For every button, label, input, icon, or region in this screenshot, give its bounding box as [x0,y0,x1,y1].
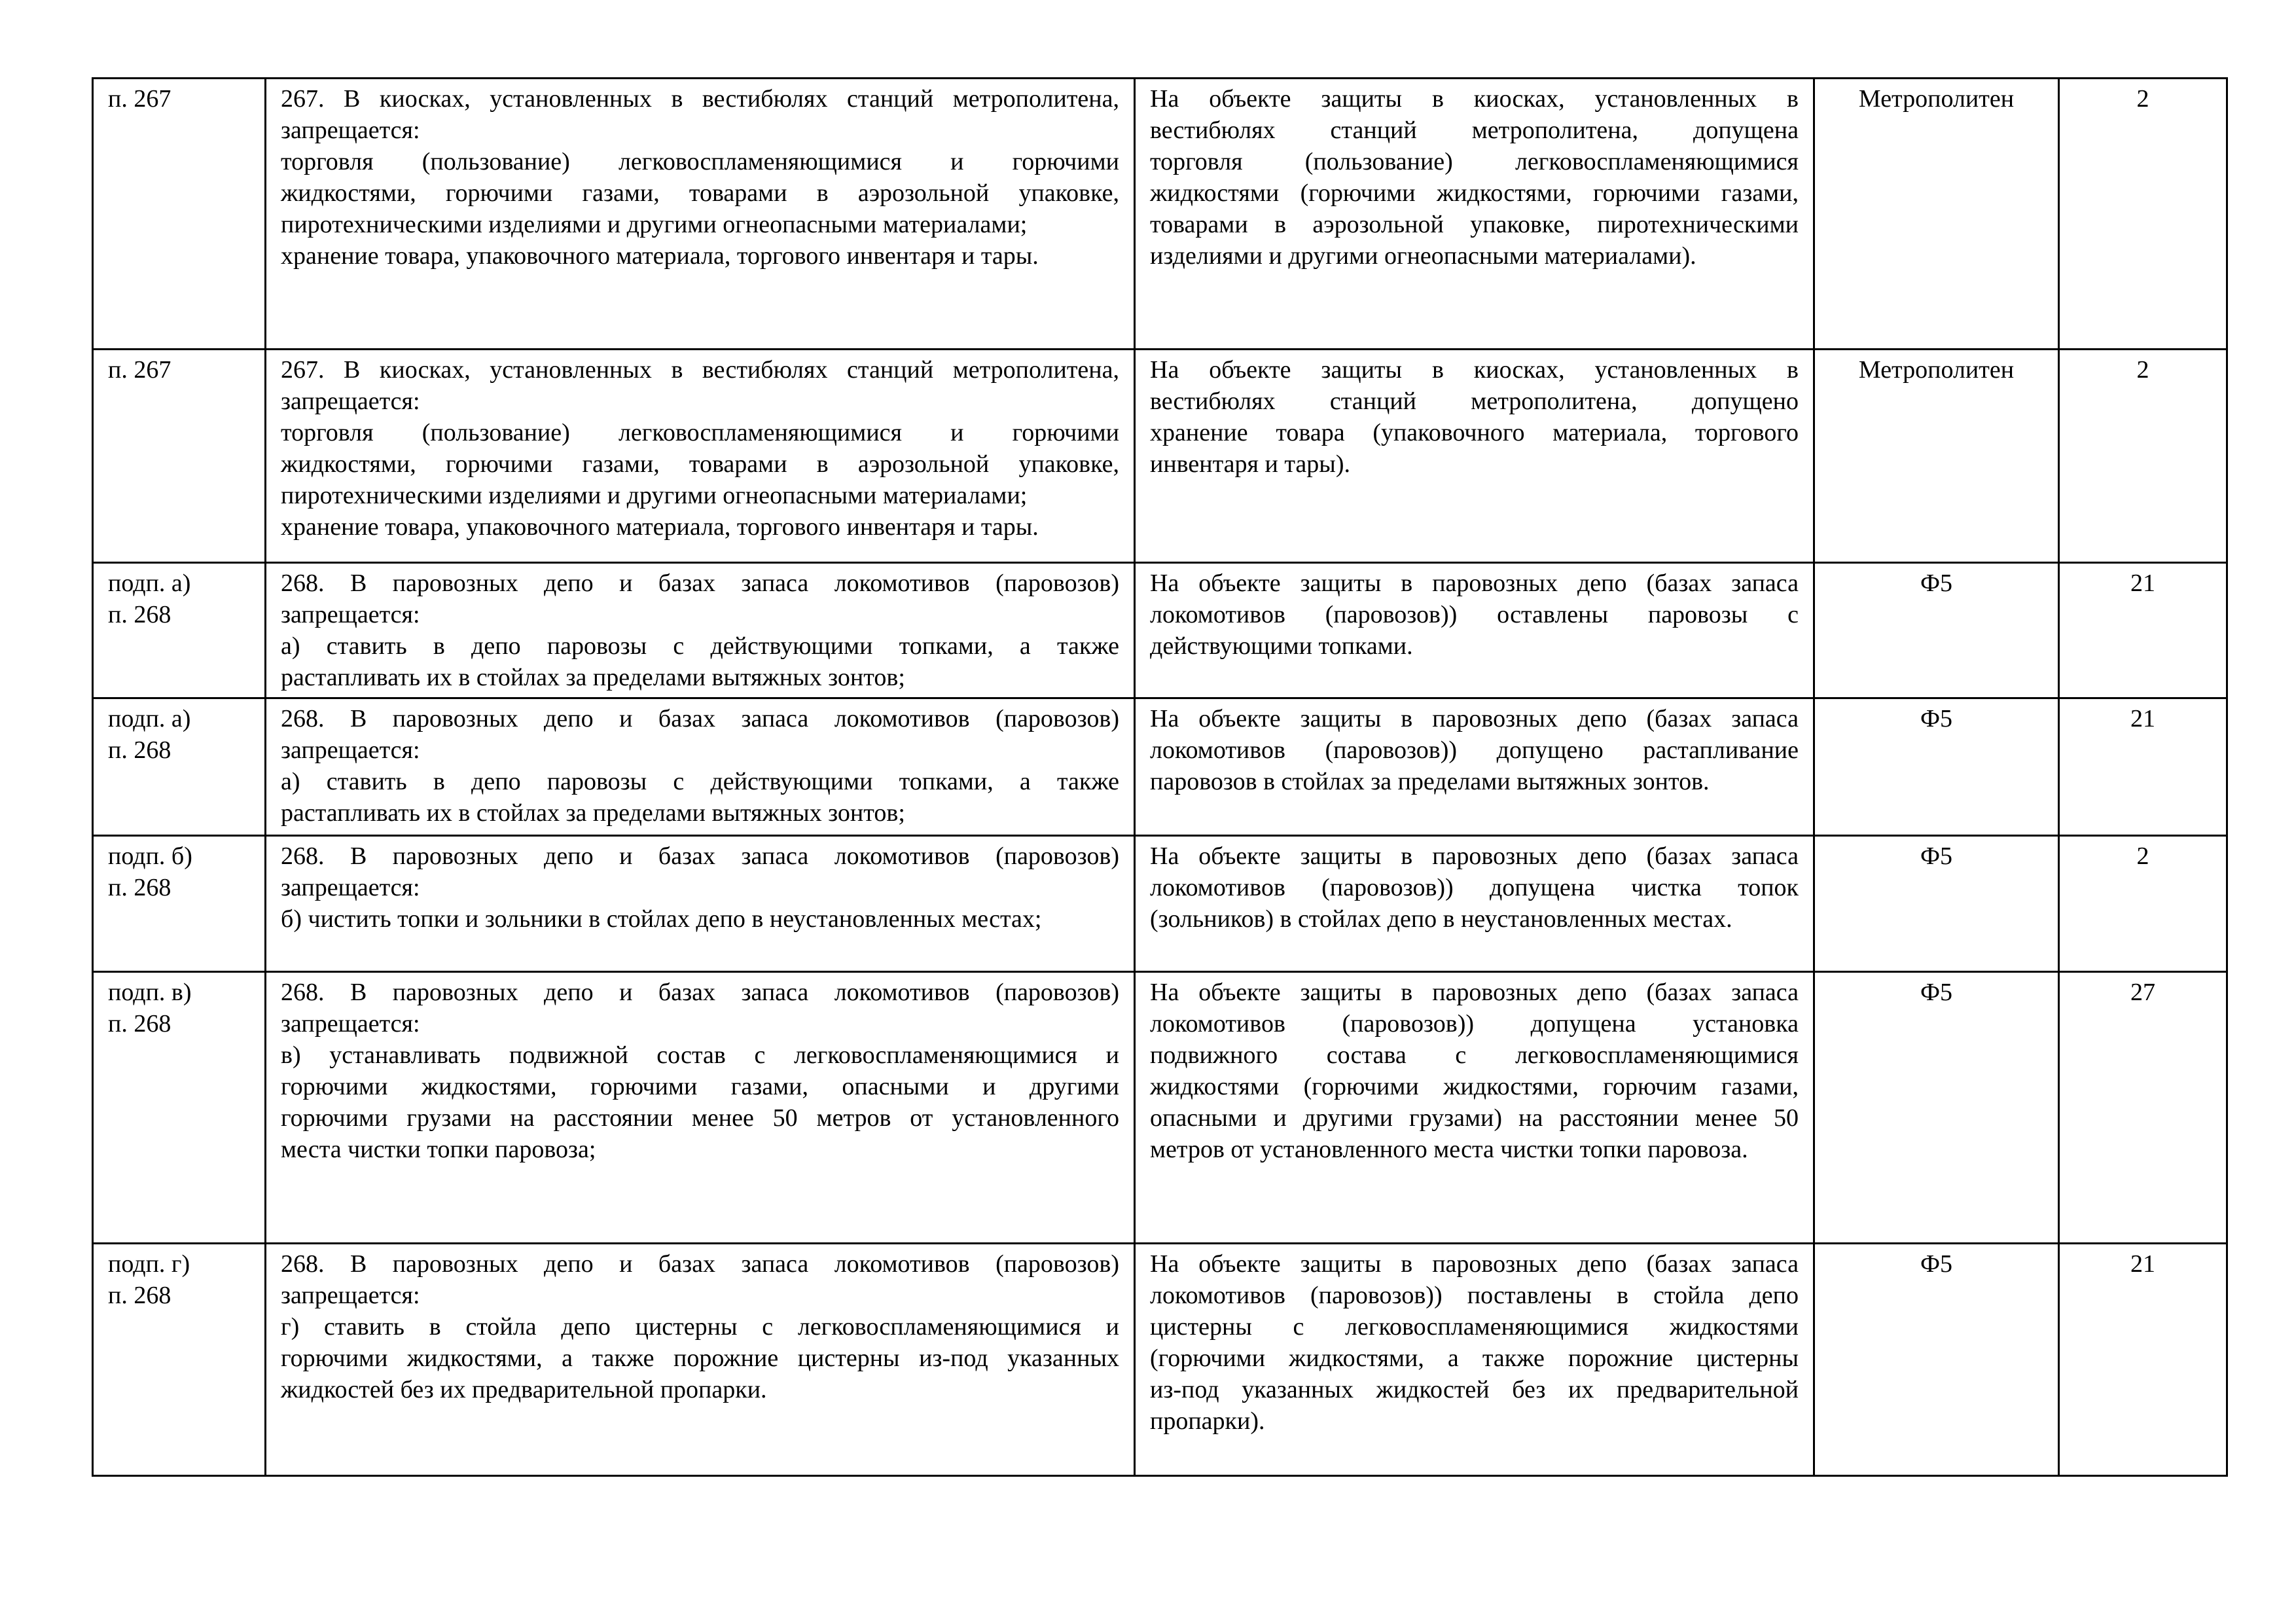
object-class-cell: Ф5 [1814,972,2059,1244]
violation-line: жидкостями (горючими жидкостями, горючими газами, [1150,179,1799,207]
violation-line: цистерны с легковоспламеняющимися жидкостями [1150,1313,1799,1341]
requirement-line: 268. В паровозных депо и базах запаса локомотивов (паровозов) [281,979,1119,1006]
norm-reference-line: подп. а) [108,569,191,597]
table-row [93,350,2227,563]
violation-line: локомотивов (паровозов)) допущена чистка топок [1150,874,1799,901]
requirement-line: запрещается: [281,117,420,144]
requirement-line: жидкостей без их предварительной пропарки. [281,1376,767,1403]
requirement-text-cell [266,836,1135,972]
requirement-line: растапливать их в стойлах за пределами вытяжных зонтов; [281,664,905,691]
table-row [93,836,2227,972]
requirement-line: торговля (пользование) легковоспламеняющимися и горючими [281,419,1119,446]
requirement-line: горючими жидкостями, горючими газами, опасными и другими [281,1073,1119,1100]
violation-line: вестибюлях станций метрополитена, допущено [1150,388,1799,415]
violation-line: метров от установленного места чистки топки паровоза. [1150,1136,1748,1163]
norm-reference-line: п. 267 [108,356,171,384]
violation-text-cell [1135,79,1814,350]
norm-reference-cell [93,836,266,972]
violation-line: На объекте защиты в паровозных депо (базах запаса [1150,705,1799,732]
table-row [93,698,2227,836]
violation-line: изделиями и другими огнеопасными материалами). [1150,242,1696,270]
violation-line: На объекте защиты в паровозных депо (базах запаса [1150,979,1799,1006]
requirement-line: 268. В паровозных депо и базах запаса локомотивов (паровозов) [281,569,1119,597]
object-class-cell: Метрополитен [1814,79,2059,350]
requirement-line: места чистки топки паровоза; [281,1136,596,1163]
requirement-line: б) чистить топки и зольники в стойлах депо в неустановленных местах; [281,905,1042,933]
requirement-line: горючими грузами на расстоянии менее 50 метров от установленного [281,1104,1119,1132]
norm-reference-line: подп. а) [108,705,191,732]
norm-reference-line: п. 267 [108,85,171,113]
number-cell: 27 [2059,972,2227,1244]
violation-line: На объекте защиты в паровозных депо (базах запаса [1150,1250,1799,1278]
norm-reference-line: п. 268 [108,874,171,901]
norm-reference-line: п. 268 [108,601,171,628]
violation-line: (зольников) в стойлах депо в неустановленных местах. [1150,905,1732,933]
requirement-line: хранение товара, упаковочного материала, торгового инвентаря и тары. [281,513,1039,541]
violation-line: жидкостями (горючими жидкостями, горючим газами, [1150,1073,1799,1100]
table-row [93,563,2227,698]
violation-line: На объекте защиты в киосках, установленных в [1150,85,1799,113]
number-cell: 2 [2059,350,2227,563]
requirement-line: растапливать их в стойлах за пределами вытяжных зонтов; [281,799,905,827]
requirement-line: а) ставить в депо паровозы с действующими топками, а также [281,768,1119,795]
requirement-line: г) ставить в стойла депо цистерны с легковоспламеняющимися и [281,1313,1119,1341]
requirement-text-cell [266,79,1135,350]
norm-reference-line: подп. г) [108,1250,190,1278]
violation-line: локомотивов (паровозов)) допущена установка [1150,1010,1799,1038]
requirement-line: запрещается: [281,736,420,764]
violation-line: хранение товара (упаковочного материала, торгового [1150,419,1799,446]
violation-text-cell [1135,1244,1814,1476]
norm-reference-line: подп. в) [108,979,192,1006]
violation-line: инвентаря и тары). [1150,450,1350,478]
requirement-line: 268. В паровозных депо и базах запаса локомотивов (паровозов) [281,842,1119,870]
object-class-cell: Ф5 [1814,698,2059,836]
violation-line: вестибюлях станций метрополитена, допущена [1150,117,1799,144]
requirement-line: запрещается: [281,601,420,628]
requirement-line: жидкостями, горючими газами, товарами в аэрозольной упаковке, [281,450,1119,478]
violation-text-cell [1135,836,1814,972]
requirement-text-cell [266,1244,1135,1476]
table-row [93,79,2227,350]
norm-reference-cell [93,972,266,1244]
object-class-cell: Ф5 [1814,836,2059,972]
object-class-cell: Метрополитен [1814,350,2059,563]
requirement-line: жидкостями, горючими газами, товарами в аэрозольной упаковке, [281,179,1119,207]
requirement-line: пиротехническими изделиями и другими огнеопасными материалами; [281,482,1028,509]
number-cell: 21 [2059,1244,2227,1476]
violation-text-cell [1135,563,1814,698]
norm-reference-cell [93,79,266,350]
violation-line: На объекте защиты в киосках, установленных в [1150,356,1799,384]
norm-reference-cell [93,1244,266,1476]
requirement-line: а) ставить в депо паровозы с действующими топками, а также [281,632,1119,660]
violation-line: На объекте защиты в паровозных депо (базах запаса [1150,842,1799,870]
requirement-text-cell [266,350,1135,563]
requirement-line: торговля (пользование) легковоспламеняющимися и горючими [281,148,1119,175]
table-row [93,972,2227,1244]
violation-line: товарами в аэрозольной упаковке, пиротехническими [1150,211,1799,238]
violation-text-cell [1135,972,1814,1244]
requirement-text-cell [266,972,1135,1244]
requirement-line: в) устанавливать подвижной состав с легковоспламеняющимися и [281,1041,1119,1069]
requirement-line: хранение товара, упаковочного материала, торгового инвентаря и тары. [281,242,1039,270]
object-class-cell: Ф5 [1814,1244,2059,1476]
number-cell: 2 [2059,836,2227,972]
requirement-text-cell [266,563,1135,698]
requirement-line: горючими жидкостями, а также порожние цистерны из-под указанных [281,1344,1119,1372]
norm-reference-cell [93,350,266,563]
requirement-line: 268. В паровозных депо и базах запаса локомотивов (паровозов) [281,705,1119,732]
number-cell: 2 [2059,79,2227,350]
norm-reference-line: подп. б) [108,842,192,870]
requirement-line: 267. В киосках, установленных в вестибюлях станций метрополитена, [281,356,1119,384]
requirement-line: 267. В киосках, установленных в вестибюлях станций метрополитена, [281,85,1119,113]
requirement-line: запрещается: [281,874,420,901]
violation-line: подвижного состава с легковоспламеняющимися [1150,1041,1799,1069]
violation-line: На объекте защиты в паровозных депо (базах запаса [1150,569,1799,597]
norm-reference-line: п. 268 [108,736,171,764]
violation-line: локомотивов (паровозов)) оставлены паровозы с [1150,601,1799,628]
object-class-cell: Ф5 [1814,563,2059,698]
violations-table [92,77,2228,1477]
violation-text-cell [1135,350,1814,563]
violation-line: локомотивов (паровозов)) допущено растапливание [1150,736,1799,764]
number-cell: 21 [2059,698,2227,836]
violation-line: (горючими жидкостями, а также порожние цистерны [1150,1344,1799,1372]
violation-line: торговля (пользование) легковоспламеняющимися [1150,148,1799,175]
requirement-line: запрещается: [281,1010,420,1038]
requirement-text-cell [266,698,1135,836]
norm-reference-line: п. 268 [108,1010,171,1038]
table-row [93,1244,2227,1476]
violation-line: паровозов в стойлах за пределами вытяжных зонтов. [1150,768,1710,795]
number-cell: 21 [2059,563,2227,698]
norm-reference-cell [93,698,266,836]
violation-line: из-под указанных жидкостей без их предварительной [1150,1376,1799,1403]
violation-line: локомотивов (паровозов)) поставлены в стойла депо [1150,1282,1799,1309]
violation-line: пропарки). [1150,1407,1265,1435]
requirement-line: запрещается: [281,1282,420,1309]
requirement-line: 268. В паровозных депо и базах запаса локомотивов (паровозов) [281,1250,1119,1278]
norm-reference-line: п. 268 [108,1282,171,1309]
violation-text-cell [1135,698,1814,836]
requirement-line: пиротехническими изделиями и другими огнеопасными материалами; [281,211,1028,238]
requirement-line: запрещается: [281,388,420,415]
violation-line: опасными и другими грузами) на расстоянии менее 50 [1150,1104,1799,1132]
norm-reference-cell [93,563,266,698]
violation-line: действующими топками. [1150,632,1413,660]
